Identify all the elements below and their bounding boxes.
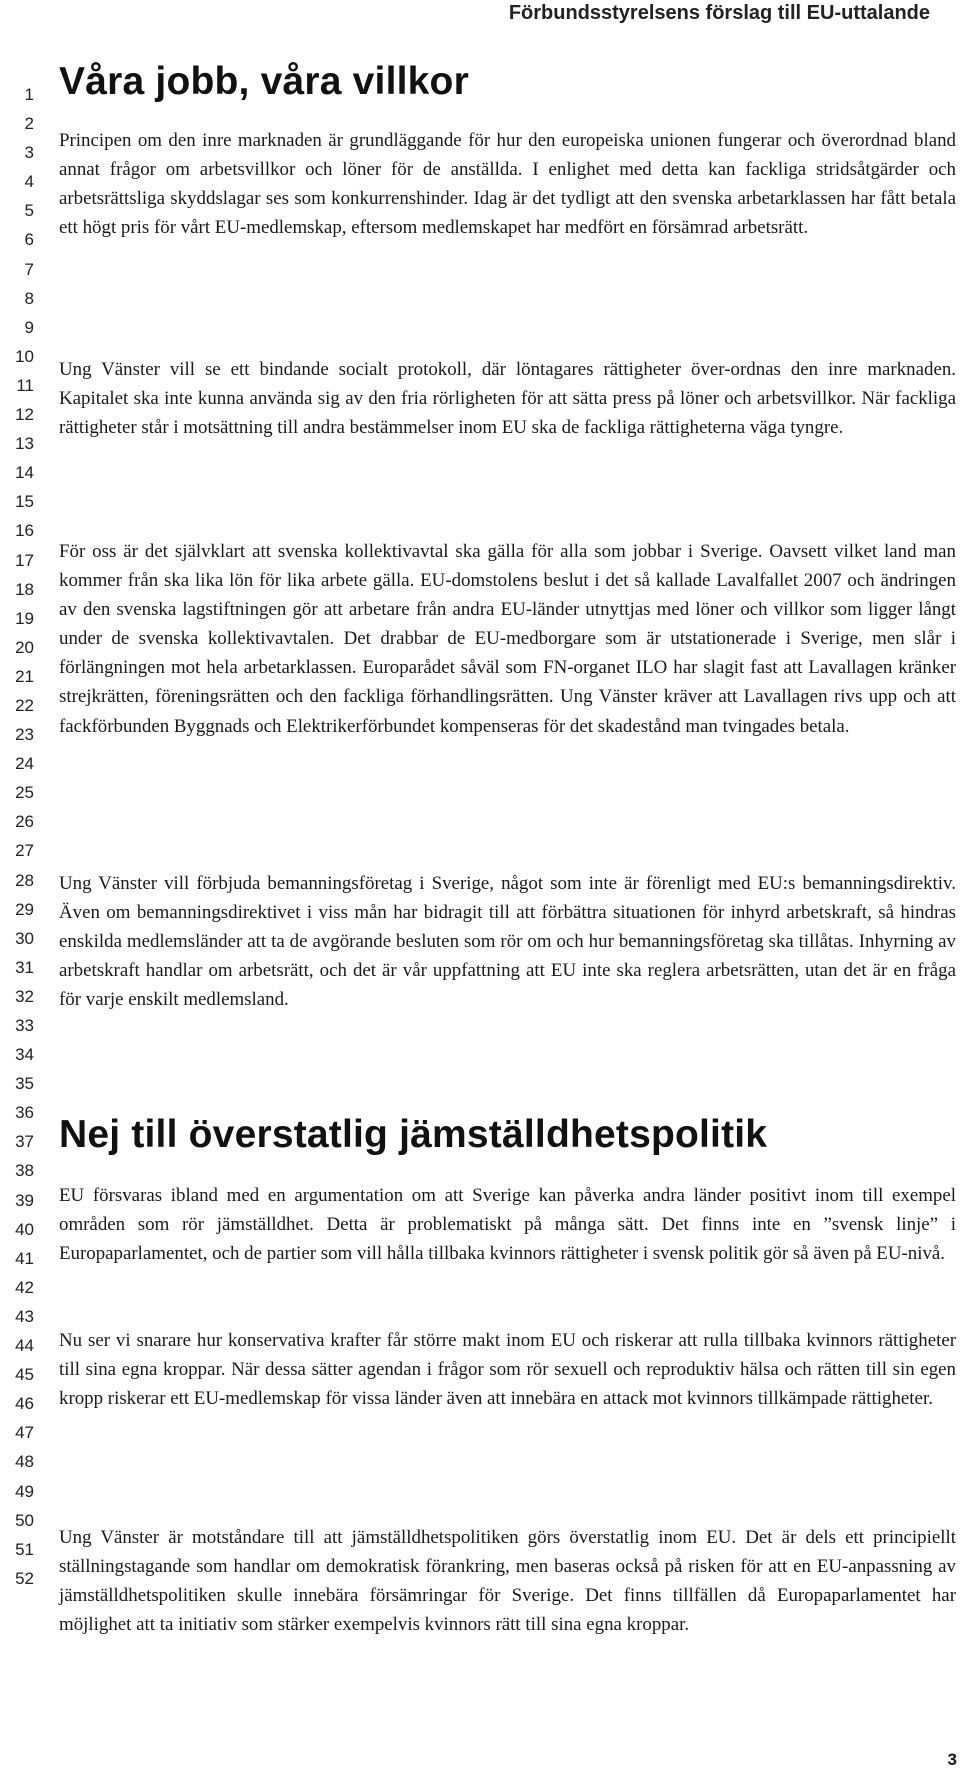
line-number: 41 xyxy=(15,1248,34,1268)
line-number: 13 xyxy=(15,434,34,454)
line-number: 18 xyxy=(15,579,34,599)
line-number: 48 xyxy=(15,1452,34,1472)
paragraph: Nu ser vi snarare hur konservativa krafter får större makt inom EU och riskerar att rulla tillbaka kvinnors rättigheter till sina egna kroppar. När dessa sätter agendan i frågor som rör sexuell och reproduktiv hälsa och rätten till sin egen kropp riskerar ett EU-medlemskap för vissa länder även att innebära en attack mot kvinnors tillkämpade rättigheter. xyxy=(59,1330,956,1410)
running-header: Förbundsstyrelsens förslag till EU-uttalande xyxy=(508,2,930,24)
line-number: 21 xyxy=(15,666,34,686)
line-number: 8 xyxy=(24,288,34,308)
line-number: 22 xyxy=(15,695,34,715)
line-number: 3 xyxy=(24,143,34,163)
line-number: 17 xyxy=(15,550,34,570)
line-number: 51 xyxy=(15,1539,34,1559)
line-number: 35 xyxy=(15,1074,34,1094)
section-heading-jobs: Våra jobb, våra villkor xyxy=(59,60,469,103)
line-number: 37 xyxy=(15,1132,34,1152)
line-number: 44 xyxy=(15,1336,34,1356)
line-number: 1 xyxy=(24,85,34,104)
line-number: 16 xyxy=(15,521,34,541)
line-number: 9 xyxy=(24,317,34,337)
section-heading-equality: Nej till överstatlig jämställdhetspolitik xyxy=(59,1113,768,1156)
line-number: 12 xyxy=(15,405,34,425)
line-number: 14 xyxy=(15,463,34,483)
line-number: 52 xyxy=(15,1568,34,1588)
line-number: 19 xyxy=(15,608,34,628)
line-number: 47 xyxy=(15,1423,34,1443)
paragraph: Ung Vänster är motståndare till att jämställdhetspolitiken görs överstatlig inom EU. Det är dels ett principiellt ställningstagande som handlar om demokratisk förankring, men baseras också på risken för att en EU-anpassning av jämställdhetspolitiken skulle innebära försämringar för Sverige. Det finns tillfällen då Europaparlamentet har möjlighet att ta initiativ som stärker exempelvis kvinnors rätt till sina egna kroppar. xyxy=(59,1527,956,1636)
line-number: 27 xyxy=(15,841,34,861)
line-number: 33 xyxy=(15,1016,34,1035)
line-number: 29 xyxy=(15,899,34,919)
line-number: 4 xyxy=(24,172,34,192)
line-number: 28 xyxy=(15,870,34,890)
line-number: 11 xyxy=(16,375,34,395)
line-number: 30 xyxy=(15,928,34,948)
line-number: 24 xyxy=(15,754,34,774)
line-number: 23 xyxy=(15,725,34,745)
line-number: 7 xyxy=(24,259,34,279)
line-number: 10 xyxy=(15,346,34,366)
line-number: 25 xyxy=(15,783,34,803)
line-number: 39 xyxy=(15,1190,34,1210)
paragraph: Principen om den inre marknaden är grundläggande för hur den europeiska unionen fungerar och överordnad bland annat frågor om arbetsvillkor och löner för de anställda. I enlighet med detta kan fackliga stridsåtgärder och arbetsrättsliga skyddslagar ses som konkurrenshinder. Idag är det tydligt att den svenska arbetarklassen har fått betala ett högt pris för vårt EU-medlemskap, eftersom medlemskapet har medfört en försämrad arbetsrätt. xyxy=(59,130,956,239)
line-number: 36 xyxy=(15,1103,34,1123)
line-number: 20 xyxy=(15,637,34,657)
line-number: 26 xyxy=(15,812,34,832)
line-number: 15 xyxy=(15,492,34,512)
line-number: 6 xyxy=(24,230,34,250)
line-number: 32 xyxy=(15,986,34,1006)
paragraph: EU försvaras ibland med en argumentation om att Sverige kan påverka andra länder positivt inom till exempel områden som rör jämställdhet. Detta är problematiskt på många sätt. Det finns inte en ”svensk linje” i Europaparlamentet, och de partier som vill hålla tillbaka kvinnors rättigheter i svensk politik gör så även på EU-nivå. xyxy=(59,1185,956,1265)
line-number: 40 xyxy=(15,1219,34,1239)
line-number: 2 xyxy=(24,114,34,134)
paragraph: Ung Vänster vill förbjuda bemanningsföretag i Sverige, något som inte är förenligt med EU:s bemanningsdirektiv. Även om bemanningsdirektivet i viss mån har bidragit till att förbättra situationen för inhyrd arbetskraft, så hindras enskilda medlemsländer att ta de avgörande besluten som rör om och hur bemanningsföretag ska tillåtas. Inhyrning av arbetskraft handlar om arbetsrätt, och det är vår uppfattning att EU inte ska reglera arbetsrätten, utan det är en fråga för varje enskilt medlemsland. xyxy=(59,873,956,1011)
line-number: 31 xyxy=(15,957,34,977)
paragraph: Ung Vänster vill se ett bindande socialt protokoll, där löntagares rättigheter över-ordnas den inre marknaden. Kapitalet ska inte kunna använda sig av den fria rörligheten för att sätta press på löner och arbetsvillkor. När fackliga rättigheter står i motsättning till andra bestämmelser inom EU ska de fackliga rättigheterna väga tyngre. xyxy=(59,359,956,439)
line-number-column xyxy=(0,80,34,1593)
line-number: 42 xyxy=(15,1277,34,1297)
paragraph: För oss är det självklart att svenska kollektivavtal ska gälla för alla som jobbar i Sverige. Oavsett vilket land man kommer från ska lika lön för lika arbete gälla. EU-domstolens beslut i det så kallade Lavalfallet 2007 och ändringen av den svenska lagstiftningen gör att arbetare från andra EU-länder utnyttjas med löner och villkor som ligger långt under de svenska kollektivavtalen. Det drabbar de EU-medborgare som är utstationerade i Sverige, men slår i förlängningen mot hela arbetarklassen. Europarådet såväl som FN-organet ILO har slagit fast att Lavallagen kränker strejkrätten, föreningsrätten och den fackliga förhandlingsrätten. Ung Vänster kräver att Lavallagen rivs upp och att fackförbunden Byggnads och Elektrikerförbundet kompenseras för det skadestånd man tvingades betala. xyxy=(59,541,956,737)
line-number: 49 xyxy=(15,1481,34,1501)
line-number: 5 xyxy=(24,201,34,221)
line-number: 38 xyxy=(15,1161,34,1181)
line-number: 46 xyxy=(15,1394,34,1414)
line-number: 43 xyxy=(15,1306,34,1326)
line-number: 50 xyxy=(15,1510,34,1530)
page-number: 3 xyxy=(947,1750,957,1769)
line-number: 34 xyxy=(15,1045,34,1065)
line-number: 45 xyxy=(15,1365,34,1385)
